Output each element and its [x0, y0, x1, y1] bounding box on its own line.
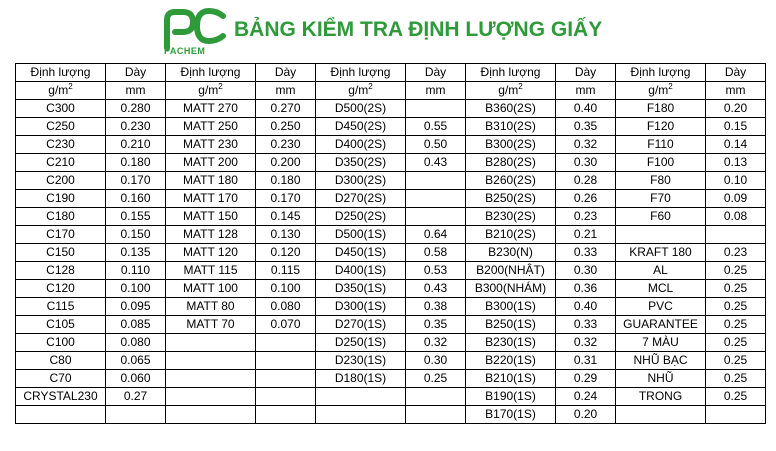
thickness-cell: 0.23 — [706, 244, 766, 262]
weight-cell: D250(2S) — [316, 208, 406, 226]
table-row — [16, 298, 766, 316]
thickness-cell: 0.38 — [406, 298, 466, 316]
weight-cell: D180(1S) — [316, 370, 406, 388]
thickness-cell: 0.180 — [106, 154, 166, 172]
weight-cell: MATT 200 — [166, 154, 256, 172]
header-cell: Định lượng — [316, 64, 406, 82]
header-cell: Dày — [556, 64, 616, 82]
thickness-cell — [406, 388, 466, 406]
weight-cell: B170(1S) — [466, 406, 556, 424]
weight-cell: MATT 115 — [166, 262, 256, 280]
thickness-cell: 0.115 — [256, 262, 316, 280]
weight-cell: F110 — [616, 136, 706, 154]
weight-cell: B310(2S) — [466, 118, 556, 136]
thickness-cell: 0.170 — [106, 172, 166, 190]
weight-cell: F70 — [616, 190, 706, 208]
thickness-cell: 0.080 — [106, 334, 166, 352]
thickness-cell: 0.110 — [106, 262, 166, 280]
weight-cell — [16, 406, 106, 424]
thickness-cell: 0.35 — [406, 316, 466, 334]
thickness-cell — [406, 100, 466, 118]
weight-cell: D270(2S) — [316, 190, 406, 208]
thickness-cell: 0.55 — [406, 118, 466, 136]
weight-cell: AL — [616, 262, 706, 280]
weight-cell — [166, 388, 256, 406]
thickness-cell: 0.30 — [556, 154, 616, 172]
thickness-cell: 0.170 — [256, 190, 316, 208]
thickness-cell: 0.080 — [256, 298, 316, 316]
weight-cell: MCL — [616, 280, 706, 298]
weight-cell: B230(1S) — [466, 334, 556, 352]
thickness-cell — [256, 406, 316, 424]
thickness-cell: 0.21 — [556, 226, 616, 244]
thickness-cell: 0.30 — [556, 262, 616, 280]
thickness-cell: 0.200 — [256, 154, 316, 172]
thickness-cell: 0.25 — [706, 280, 766, 298]
unit-cell: mm — [406, 82, 466, 100]
thickness-cell: 0.230 — [256, 136, 316, 154]
thickness-cell: 0.28 — [556, 172, 616, 190]
weight-cell: C200 — [16, 172, 106, 190]
weight-cell: C250 — [16, 118, 106, 136]
thickness-cell: 0.53 — [406, 262, 466, 280]
thickness-cell: 0.29 — [556, 370, 616, 388]
weight-cell: C180 — [16, 208, 106, 226]
thickness-cell: 0.36 — [556, 280, 616, 298]
header-cell: Định lượng — [166, 64, 256, 82]
weight-cell: MATT 100 — [166, 280, 256, 298]
header-cell: Định lượng — [466, 64, 556, 82]
weight-cell: MATT 120 — [166, 244, 256, 262]
weight-cell: B300(1S) — [466, 298, 556, 316]
thickness-cell: 0.33 — [556, 316, 616, 334]
weight-cell: B360(2S) — [466, 100, 556, 118]
table-row — [16, 352, 766, 370]
table-row — [16, 262, 766, 280]
table-row — [16, 406, 766, 424]
weight-cell: B210(2S) — [466, 226, 556, 244]
weight-cell: B300(2S) — [466, 136, 556, 154]
thickness-cell: 0.100 — [106, 280, 166, 298]
unit-cell: mm — [556, 82, 616, 100]
thickness-cell: 0.30 — [406, 352, 466, 370]
weight-cell: B210(1S) — [466, 370, 556, 388]
thickness-cell: 0.130 — [256, 226, 316, 244]
thickness-cell: 0.085 — [106, 316, 166, 334]
header-cell: Dày — [256, 64, 316, 82]
unit-cell: $g/m^2$ — [16, 82, 106, 100]
table-row — [16, 118, 766, 136]
thickness-cell: 0.100 — [256, 280, 316, 298]
thickness-cell: 0.14 — [706, 136, 766, 154]
unit-cell: $g/m^2$ — [466, 82, 556, 100]
unit-cell: mm — [256, 82, 316, 100]
thickness-cell: 0.25 — [706, 352, 766, 370]
weight-cell: B230(N) — [466, 244, 556, 262]
thickness-cell — [406, 172, 466, 190]
thickness-cell: 0.25 — [706, 298, 766, 316]
table-row — [16, 370, 766, 388]
table-row — [16, 154, 766, 172]
weight-cell: D400(2S) — [316, 136, 406, 154]
weight-cell: B190(1S) — [466, 388, 556, 406]
unit-cell: $g/m^2$ — [316, 82, 406, 100]
thickness-cell: 0.135 — [106, 244, 166, 262]
weight-cell — [166, 370, 256, 388]
thickness-cell: 0.26 — [556, 190, 616, 208]
weight-cell — [166, 406, 256, 424]
thickness-cell — [256, 370, 316, 388]
logo-text: PACHEM — [164, 46, 206, 56]
thickness-cell: 0.060 — [106, 370, 166, 388]
thickness-cell: 0.31 — [556, 352, 616, 370]
thickness-cell: 0.40 — [556, 100, 616, 118]
table-row — [16, 136, 766, 154]
unit-cell: $g/m^2$ — [616, 82, 706, 100]
thickness-cell: 0.25 — [706, 262, 766, 280]
weight-cell: D350(1S) — [316, 280, 406, 298]
thickness-cell — [406, 208, 466, 226]
weight-cell: GUARANTEE — [616, 316, 706, 334]
weight-cell: B230(2S) — [466, 208, 556, 226]
weight-cell: C230 — [16, 136, 106, 154]
weight-cell — [616, 226, 706, 244]
weight-cell: C210 — [16, 154, 106, 172]
thickness-cell: 0.150 — [106, 226, 166, 244]
table-row — [16, 226, 766, 244]
thickness-cell: 0.25 — [706, 370, 766, 388]
table-row — [16, 190, 766, 208]
weight-cell: CRYSTAL230 — [16, 388, 106, 406]
weight-cell: D500(1S) — [316, 226, 406, 244]
table-row — [16, 100, 766, 118]
weight-cell: MATT 70 — [166, 316, 256, 334]
page-title: BẢNG KIỂM TRA ĐỊNH LƯỢNG GIẤY — [234, 18, 603, 41]
table-row — [16, 208, 766, 226]
weight-cell: MATT 270 — [166, 100, 256, 118]
weight-cell: D300(2S) — [316, 172, 406, 190]
thickness-cell — [256, 352, 316, 370]
weight-cell: C150 — [16, 244, 106, 262]
unit-row — [16, 82, 766, 100]
thickness-cell — [706, 226, 766, 244]
thickness-cell: 0.145 — [256, 208, 316, 226]
thickness-cell: 0.32 — [406, 334, 466, 352]
weight-cell: C105 — [16, 316, 106, 334]
table-row — [16, 280, 766, 298]
thickness-cell: 0.180 — [256, 172, 316, 190]
weight-cell: D250(1S) — [316, 334, 406, 352]
thickness-cell: 0.20 — [706, 100, 766, 118]
header-cell: Định lượng — [616, 64, 706, 82]
thickness-cell: 0.270 — [256, 100, 316, 118]
header-cell: Dày — [706, 64, 766, 82]
thickness-cell: 0.40 — [556, 298, 616, 316]
thickness-cell: 0.210 — [106, 136, 166, 154]
thickness-cell: 0.120 — [256, 244, 316, 262]
weight-cell: MATT 170 — [166, 190, 256, 208]
weight-cell: MATT 80 — [166, 298, 256, 316]
header-cell: Định lượng — [16, 64, 106, 82]
table-body — [16, 100, 766, 424]
weight-cell — [316, 388, 406, 406]
weight-cell: MATT 250 — [166, 118, 256, 136]
weight-cell: D300(1S) — [316, 298, 406, 316]
thickness-cell: 0.065 — [106, 352, 166, 370]
weight-cell: KRAFT 180 — [616, 244, 706, 262]
table-row — [16, 172, 766, 190]
thickness-cell: 0.25 — [706, 388, 766, 406]
weight-cell: D230(1S) — [316, 352, 406, 370]
table-row — [16, 388, 766, 406]
weight-cell: C128 — [16, 262, 106, 280]
thickness-cell: 0.250 — [256, 118, 316, 136]
weight-cell: C120 — [16, 280, 106, 298]
unit-cell: $g/m^2$ — [166, 82, 256, 100]
weight-cell: D500(2S) — [316, 100, 406, 118]
weight-cell: MATT 128 — [166, 226, 256, 244]
thickness-cell: 0.50 — [406, 136, 466, 154]
weight-cell: MATT 230 — [166, 136, 256, 154]
thickness-cell: 0.280 — [106, 100, 166, 118]
weight-cell: B250(1S) — [466, 316, 556, 334]
weight-cell: D450(1S) — [316, 244, 406, 262]
table-row — [16, 316, 766, 334]
thickness-cell: 0.13 — [706, 154, 766, 172]
thickness-cell: 0.10 — [706, 172, 766, 190]
thickness-cell: 0.160 — [106, 190, 166, 208]
weight-cell — [616, 406, 706, 424]
thickness-cell — [406, 406, 466, 424]
thickness-cell: 0.23 — [556, 208, 616, 226]
thickness-cell: 0.20 — [556, 406, 616, 424]
weight-cell: D400(1S) — [316, 262, 406, 280]
header-cell: Dày — [106, 64, 166, 82]
weight-cell: B220(1S) — [466, 352, 556, 370]
thickness-cell — [106, 406, 166, 424]
weight-cell: F60 — [616, 208, 706, 226]
weight-cell: D450(2S) — [316, 118, 406, 136]
weight-cell: B200(NHẬT) — [466, 262, 556, 280]
thickness-cell: 0.155 — [106, 208, 166, 226]
weight-cell: PVC — [616, 298, 706, 316]
weight-cell: C170 — [16, 226, 106, 244]
paper-weight-table — [15, 63, 766, 424]
weight-cell: B280(2S) — [466, 154, 556, 172]
weight-cell: F100 — [616, 154, 706, 172]
thickness-cell — [406, 190, 466, 208]
weight-cell: C115 — [16, 298, 106, 316]
thickness-cell: 0.32 — [556, 136, 616, 154]
thickness-cell: 0.32 — [556, 334, 616, 352]
thickness-cell: 0.25 — [706, 316, 766, 334]
thickness-cell: 0.070 — [256, 316, 316, 334]
table-row — [16, 334, 766, 352]
weight-cell: C70 — [16, 370, 106, 388]
thickness-cell — [706, 406, 766, 424]
weight-cell: B260(2S) — [466, 172, 556, 190]
thickness-cell: 0.15 — [706, 118, 766, 136]
weight-cell: MATT 180 — [166, 172, 256, 190]
weight-cell: D270(1S) — [316, 316, 406, 334]
weight-cell — [166, 334, 256, 352]
weight-cell: NHŨ BẠC — [616, 352, 706, 370]
thickness-cell: 0.095 — [106, 298, 166, 316]
weight-cell: F180 — [616, 100, 706, 118]
thickness-cell: 0.33 — [556, 244, 616, 262]
thickness-cell: 0.35 — [556, 118, 616, 136]
weight-cell: C80 — [16, 352, 106, 370]
weight-cell: MATT 150 — [166, 208, 256, 226]
header — [0, 0, 776, 62]
weight-cell — [166, 352, 256, 370]
weight-cell: F80 — [616, 172, 706, 190]
unit-cell: mm — [706, 82, 766, 100]
thickness-cell: 0.25 — [706, 334, 766, 352]
header-cell: Dày — [406, 64, 466, 82]
thickness-cell: 0.43 — [406, 154, 466, 172]
weight-cell: 7 MÀU — [616, 334, 706, 352]
unit-cell: mm — [106, 82, 166, 100]
weight-cell: B250(2S) — [466, 190, 556, 208]
thickness-cell: 0.64 — [406, 226, 466, 244]
thickness-cell: 0.58 — [406, 244, 466, 262]
thickness-cell: 0.25 — [406, 370, 466, 388]
weight-cell: B300(NHÁM) — [466, 280, 556, 298]
thickness-cell: 0.27 — [106, 388, 166, 406]
weight-cell: TRONG — [616, 388, 706, 406]
weight-cell: C100 — [16, 334, 106, 352]
thickness-cell: 0.08 — [706, 208, 766, 226]
weight-cell: C300 — [16, 100, 106, 118]
header-row — [16, 64, 766, 82]
weight-cell: D350(2S) — [316, 154, 406, 172]
thickness-cell — [256, 334, 316, 352]
thickness-cell: 0.09 — [706, 190, 766, 208]
weight-cell — [316, 406, 406, 424]
weight-cell: F120 — [616, 118, 706, 136]
thickness-cell: 0.230 — [106, 118, 166, 136]
weight-cell: C190 — [16, 190, 106, 208]
thickness-cell: 0.43 — [406, 280, 466, 298]
weight-cell: NHŨ — [616, 370, 706, 388]
table-row — [16, 244, 766, 262]
thickness-cell: 0.24 — [556, 388, 616, 406]
thickness-cell — [256, 388, 316, 406]
